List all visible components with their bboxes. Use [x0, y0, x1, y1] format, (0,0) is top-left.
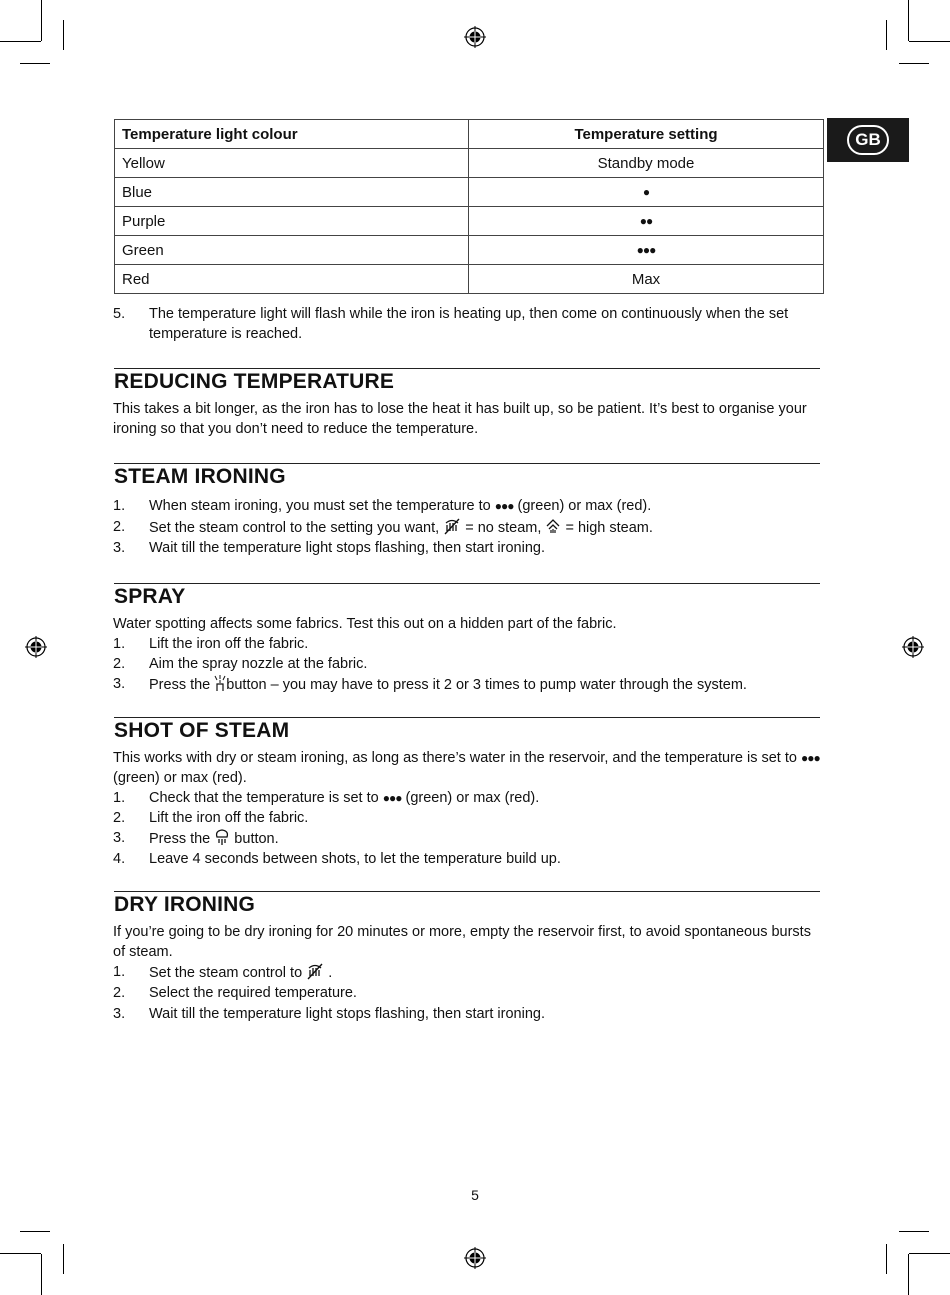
item-number: 3.	[113, 676, 126, 692]
item-text: Press the	[149, 831, 215, 847]
item-number: 2.	[113, 656, 126, 672]
crop-mark	[41, 1254, 42, 1295]
no-steam-icon	[443, 517, 461, 535]
item-text: = no steam,	[461, 520, 546, 536]
item-text: (green) or max (red).	[513, 498, 652, 514]
section-intro: This takes a bit longer, as the iron has to lose the heat it has built up, so be patient. It’s best to organise your ironing so that you don’t need to reduce the temperature.	[113, 401, 807, 437]
temperature-dots: ●●●	[801, 751, 820, 765]
section-heading: STEAM IRONING	[114, 463, 820, 489]
section-intro	[113, 748, 821, 788]
item-text: Lift the iron off the fabric.	[149, 810, 309, 826]
item-text: button – you may have to press it 2 or 3 times to pump water through the system.	[226, 677, 747, 693]
table-header-row	[115, 120, 824, 149]
list-item	[113, 517, 821, 538]
temperature-dots: ●●●	[382, 791, 402, 805]
list-item	[113, 808, 821, 828]
crop-mark	[0, 41, 41, 42]
list-item	[113, 962, 821, 983]
list-item	[113, 634, 821, 654]
item-number: 3.	[113, 540, 126, 556]
table-row	[115, 207, 824, 236]
table-cell: Blue	[115, 178, 469, 207]
crop-mark	[20, 1231, 50, 1232]
item-number: 4.	[113, 851, 126, 867]
item-text: Aim the spray nozzle at the fabric.	[149, 656, 368, 672]
crop-mark	[908, 1254, 909, 1295]
shot-of-steam-section	[113, 748, 821, 869]
table-cell: Standby mode	[469, 149, 824, 178]
list-item	[113, 1004, 821, 1024]
temperature-dots: ●●●	[494, 499, 514, 513]
item-text: When steam ironing, you must set the temperature to	[149, 498, 495, 514]
section-heading: DRY IRONING	[114, 891, 820, 917]
shot-of-steam-icon	[214, 828, 230, 846]
crop-mark	[63, 20, 64, 50]
crop-mark	[886, 20, 887, 50]
item-number: 2.	[113, 519, 126, 535]
section-intro: If you’re going to be dry ironing for 20 minutes or more, empty the reservoir first, to avoid spontaneous bursts of steam.	[113, 924, 811, 960]
dry-ironing-section	[113, 922, 821, 1024]
table-cell: ●●	[469, 207, 824, 236]
table-cell: Green	[115, 236, 469, 265]
list-item	[113, 538, 821, 558]
item-text: Set the steam control to	[149, 965, 307, 981]
list-item	[113, 788, 821, 808]
item-text: Check that the temperature is set to	[149, 790, 383, 806]
list-item	[113, 654, 821, 674]
registration-mark-icon	[25, 636, 47, 658]
registration-mark-icon	[464, 1247, 486, 1269]
section-heading: SHOT OF STEAM	[114, 717, 820, 743]
item-number: 1.	[113, 964, 126, 980]
item-text: button.	[230, 831, 279, 847]
crop-mark	[908, 0, 909, 41]
crop-mark	[0, 1253, 41, 1254]
list-item	[113, 674, 821, 695]
intro-text: (green) or max (red).	[113, 770, 247, 786]
item-text: Wait till the temperature light stops flashing, then start ironing.	[149, 540, 545, 556]
item-text: Select the required temperature.	[149, 985, 357, 1001]
item-text: = high steam.	[561, 520, 653, 536]
section-heading: REDUCING TEMPERATURE	[114, 368, 820, 394]
table-cell: Red	[115, 265, 469, 294]
registration-mark-icon	[902, 636, 924, 658]
crop-mark	[41, 0, 42, 41]
list-item	[113, 828, 821, 849]
section-intro: Water spotting affects some fabrics. Test this out on a hidden part of the fabric.	[113, 616, 617, 632]
crop-mark	[909, 1253, 950, 1254]
page-number: 5	[471, 1187, 479, 1203]
temperature-table	[114, 119, 824, 294]
item-text: .	[324, 965, 333, 981]
crop-mark	[63, 1244, 64, 1274]
high-steam-icon	[545, 517, 561, 535]
registration-mark-icon	[464, 26, 486, 48]
crop-mark	[899, 63, 929, 64]
table-header-cell: Temperature setting	[469, 120, 824, 149]
item-number: 1.	[113, 636, 126, 652]
item-text: Press the	[149, 677, 215, 693]
table-row	[115, 265, 824, 294]
list-item	[113, 496, 821, 517]
item-text: Wait till the temperature light stops flashing, then start ironing.	[149, 1006, 545, 1022]
list-item	[113, 849, 821, 869]
steam-ironing-list	[113, 496, 821, 558]
crop-mark	[20, 63, 50, 64]
table-cell: ●●●	[469, 236, 824, 265]
item-text: Set the steam control to the setting you want,	[149, 520, 444, 536]
no-steam-icon	[306, 962, 324, 980]
spray-section	[113, 614, 821, 695]
item-number: 1.	[113, 790, 126, 806]
item-text: (green) or max (red).	[401, 790, 540, 806]
intro-text: This works with dry or steam ironing, as long as there’s water in the reservoir, and the temperature is set to	[113, 750, 801, 766]
table-cell: Max	[469, 265, 824, 294]
table-row	[115, 178, 824, 207]
table-cell: ●	[469, 178, 824, 207]
note-item	[113, 304, 823, 344]
table-header-cell: Temperature light colour	[115, 120, 469, 149]
item-text: The temperature light will flash while the iron is heating up, then come on continuously when the set temperature is reached.	[149, 306, 789, 342]
table-cell: Yellow	[115, 149, 469, 178]
spray-icon	[214, 674, 226, 692]
section-heading: SPRAY	[114, 583, 820, 609]
item-text: Lift the iron off the fabric.	[149, 636, 309, 652]
crop-mark	[909, 41, 950, 42]
crop-mark	[899, 1231, 929, 1232]
language-badge: GB	[847, 125, 889, 155]
list-item	[113, 983, 821, 1004]
language-tab	[827, 118, 909, 162]
item-number: 3.	[113, 1006, 126, 1022]
item-number: 3.	[113, 830, 126, 846]
table-cell: Purple	[115, 207, 469, 236]
table-row	[115, 236, 824, 265]
table-row	[115, 149, 824, 178]
item-number: 2.	[113, 985, 126, 1001]
item-number: 2.	[113, 810, 126, 826]
item-number: 5.	[113, 306, 126, 322]
crop-mark	[886, 1244, 887, 1274]
item-text: Leave 4 seconds between shots, to let the temperature build up.	[149, 851, 561, 867]
item-number: 1.	[113, 498, 126, 514]
